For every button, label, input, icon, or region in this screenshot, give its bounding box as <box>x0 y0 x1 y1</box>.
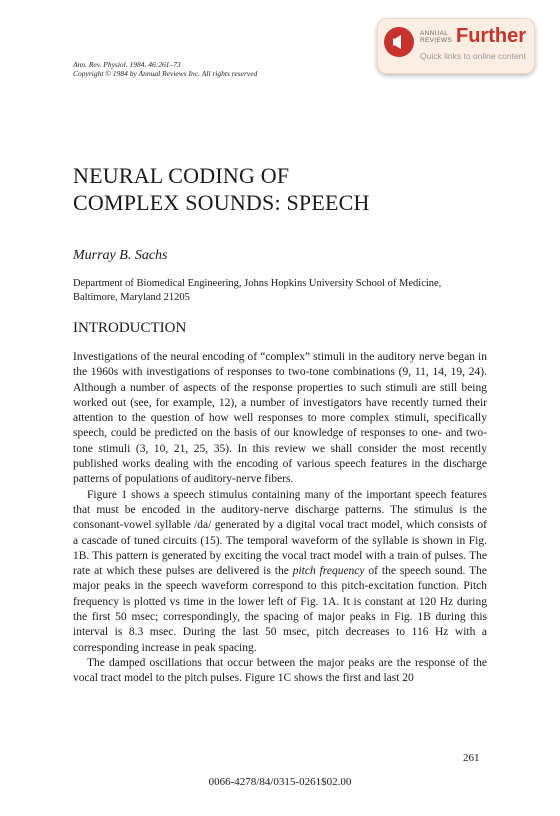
journal-copyright: Copyright © 1984 by Annual Reviews Inc. All rights reserved <box>73 69 258 78</box>
further-badge[interactable] <box>377 18 535 74</box>
further-label: Further <box>456 25 526 47</box>
affiliation-line-2: Baltimore, Maryland 21205 <box>73 292 190 303</box>
author-affiliation <box>73 277 493 305</box>
page-number: 261 <box>463 752 480 764</box>
body-text <box>73 350 487 687</box>
journal-header <box>73 60 257 78</box>
title-line-1: NEURAL CODING OF <box>73 163 290 188</box>
paragraph-3: The damped oscillations that occur between the major peaks are the response of the vocal tract model to the pitch pulses. Figure 1C shows the first and last 20 <box>73 656 487 685</box>
title-line-2: COMPLEX SOUNDS: SPEECH <box>73 190 370 215</box>
paragraph-1: Investigations of the neural encoding of “complex” stimuli in the auditory nerve began in the 1960s with investigations of responses to two-tone combinations (9, 11, 14, 19, 24). Although a number of aspects of the response properties to such stimuli are still being worked out (see, for example, 12), a number of investigators have recently turned their attention to the question of how well responses to more complex stimuli, specifically speech, could be predicted on the basis of our knowledge of responses to one- and two-tone stimuli (3, 10, 21, 25, 35). In this review we shall consider the most recently published works dealing with the encoding of various speech features in the discharge patterns of populations of auditory-nerve fibers. <box>73 351 487 486</box>
quick-links-text: Quick links to online content <box>420 51 526 61</box>
section-heading: INTRODUCTION <box>73 320 187 336</box>
speaker-icon <box>384 27 414 57</box>
pitch-frequency-term: pitch frequency <box>292 565 365 578</box>
journal-citation: Ann. Rev. Physiol. 1984. 46:261–73 <box>73 60 181 69</box>
annual-reviews-logo-text: ANNUAL REVIEWS <box>420 30 453 44</box>
paragraph-2 <box>73 488 487 656</box>
document-code: 0066-4278/84/0315-0261$02.00 <box>208 776 352 788</box>
paragraph-2-start: Figure 1 shows a speech stimulus containing many of the important speech features that must be encoded in the auditory-nerve discharge patterns. The stimulus is the consonant-vowel syllable /da/ generated by a digital vocal tract model, which consists of a cascade of tuned circuits (15). The temporal waveform of the syllable is shown in Fig. 1B. This pattern is generated by exciting the vocal tract model with a train of pulses. The rate at which these pulses are delivered is the <box>73 488 487 578</box>
affiliation-line-1: Department of Biomedical Engineering, Johns Hopkins University School of Medicine, <box>73 278 442 289</box>
article-title <box>73 162 370 216</box>
author-name: Murray B. Sachs <box>73 248 168 263</box>
paragraph-2-end: of the speech sound. The major peaks in the speech waveform correspond to this pitch-excitation function. Pitch frequency is plotted vs time in the lower left of Fig. 1A. It is constant at 120 Hz during the first 50 msec; correspondingly, the spacing of major peaks in Fig. 1B during this interval is 8.3 msec. During the last 50 msec, pitch decreases to 116 Hz with a corresponding increase in peak spacing. <box>73 565 487 654</box>
